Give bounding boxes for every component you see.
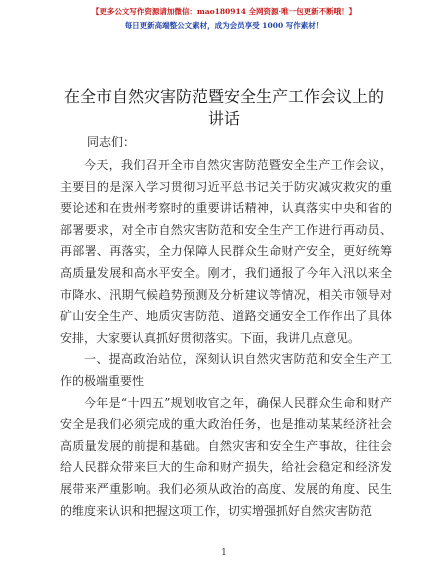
paragraph: 今天，我们召开全市自然灾害防范暨安全生产工作会议，主要目的是深入学习贯彻习近平总书记关于防灾减灾救灾的重要论述和在贵州考察时的重要讲话精神，认真落实中央和省的部署要求，对全市自然灾害防范和安全生产工作进行再动员、再部署、再落实，全力保障人民群众生命财产安全，更好统筹高质量发展和高水平安全。刚才，我们通报了今年入汛以来全市降水、汛期气候趋势预测及分析建议等情况，相关市领导对矿山安全生产、地质灾害防范、道路交通安全工作作出了具体安排，大家要认真抓好贯彻落实。下面，我讲几点意见。 [60,158,392,345]
promo-banner-line-1: 【更多公文写作资源请加微信：mao180914 全网资源·唯一包更新不断哦！】 [91,7,357,16]
section-heading: 一、提高政治站位，深刻认识自然灾害防范和安全生产工作的极端重要性 [60,352,392,388]
paragraph: 今年是“十四五”规划收官之年，确保人民群众生命和财产安全是我们必须完成的重大政治任务，也是推动某某经济社会高质量发展的前提和基础。自然灾害和安全生产事故，往往会给人民群众带来巨大的生命和财产损失，给社会稳定和经济发展带来严重影响。我们必须从政治的高度、发展的角度、民生的维度来认识和把握这项工作，切实增强抓好自然灾害防范 [60,395,392,518]
promo-banner-line-2: 每日更新高端整公文素材，成为会员享受 1000 写作素材！ [124,21,324,30]
greeting: 同志们： [87,135,136,149]
page-number: 1 [221,548,227,558]
document-title: 在全市自然灾害防范暨安全生产工作会议上的讲话 [63,87,384,128]
document-body [60,155,392,522]
